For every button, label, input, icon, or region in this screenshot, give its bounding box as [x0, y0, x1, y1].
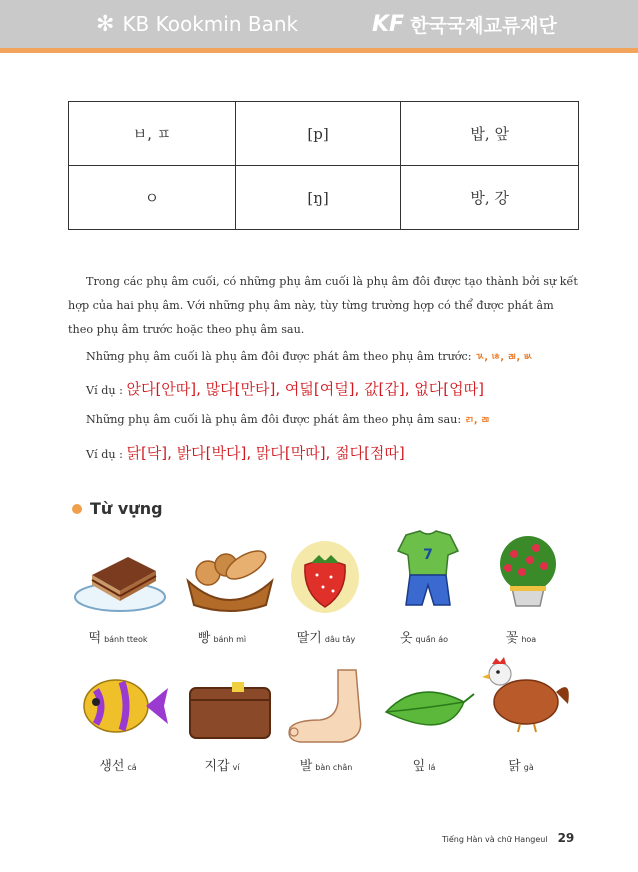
kb-name: KB Kookmin Bank — [122, 12, 299, 36]
final-consonant-table — [68, 101, 579, 230]
page-number: 29 — [557, 831, 575, 845]
leaf-icon — [378, 672, 478, 754]
rule-letters: ㄺ, ㄻ — [464, 415, 490, 426]
vocab-label: 떡bánh tteok — [88, 631, 148, 646]
example-words: 앉다[안따], 많다[만타], 여덟[여덜], 값[갑], 없다[업따] — [126, 380, 484, 398]
vocab-label: 잎lá — [412, 759, 436, 774]
strawberry-icon — [275, 535, 375, 617]
kf-name: 한국국제교류재단 — [410, 14, 557, 37]
rule-text: Những phụ âm cuối là phụ âm đôi được phát âm theo phụ âm trước: — [86, 350, 472, 363]
kf-foundation-logo — [372, 9, 557, 39]
vocab-label: 옷quần áo — [399, 631, 449, 646]
clothes-icon — [378, 527, 478, 609]
bread-icon — [180, 535, 280, 617]
table-row — [69, 102, 579, 166]
example-front-consonant — [86, 378, 484, 399]
vocab-label: 꽃hoa — [505, 631, 537, 646]
rule-back-consonant — [86, 412, 490, 426]
rule-text: Những phụ âm cuối là phụ âm đôi được phát âm theo phụ âm sau: — [86, 413, 462, 426]
letters-cell: ㅇ — [69, 166, 236, 230]
vocab-heading — [72, 499, 163, 518]
vocab-label: 빵bánh mì — [197, 631, 247, 646]
vocab-label: 딸기 dâu tây — [296, 631, 356, 646]
book-title: Tiếng Hàn và chữ Hangeul — [442, 835, 548, 844]
example-prefix: Ví dụ : — [86, 384, 123, 397]
foot-icon — [280, 668, 380, 750]
kb-star-icon: ✻ — [96, 11, 115, 37]
examples-cell: 방, 강 — [401, 166, 579, 230]
bullet-dot-icon — [72, 504, 82, 514]
double-consonant-paragraph: Trong các phụ âm cuối, có những phụ âm cuối là phụ âm đôi được tạo thành bởi sự kết hợp của hai phụ âm. Với những phụ âm này, tùy từng trường hợp có thể được phát âm theo phụ âm trước hoặc theo phụ âm sau. — [68, 275, 578, 336]
vocab-label: 발bàn chân — [299, 759, 353, 774]
vocab-label: 생선 cá — [99, 759, 137, 774]
sound-cell: [ŋ] — [235, 166, 401, 230]
vocab-label: 지갑 ví — [204, 759, 240, 774]
flower-icon — [478, 530, 578, 612]
example-words: 닭[닥], 밝다[박다], 맑다[막따], 젊다[점따] — [126, 444, 405, 462]
page-header — [0, 0, 638, 53]
table-row — [69, 166, 579, 230]
letters-cell: ㅂ, ㅍ — [69, 102, 236, 166]
examples-cell: 밥, 앞 — [401, 102, 579, 166]
vocab-label: 닭gà — [508, 759, 534, 774]
chicken-icon — [478, 652, 578, 734]
rule-front-consonant — [86, 349, 533, 363]
rice-cake-icon — [70, 535, 170, 617]
sound-cell: [p] — [235, 102, 401, 166]
fish-icon — [72, 666, 172, 748]
kf-logo-icon: KF — [372, 11, 405, 37]
example-prefix: Ví dụ : — [86, 448, 123, 461]
example-back-consonant — [86, 442, 405, 463]
svg-text:7: 7 — [423, 547, 433, 563]
wallet-icon — [180, 670, 280, 752]
rule-letters: ㄳ, ㄶ, ㄼ, ㅄ — [475, 352, 533, 363]
vocab-title: Từ vựng — [90, 499, 163, 518]
page-footer — [442, 831, 574, 845]
kb-kookmin-bank-logo — [96, 9, 298, 39]
